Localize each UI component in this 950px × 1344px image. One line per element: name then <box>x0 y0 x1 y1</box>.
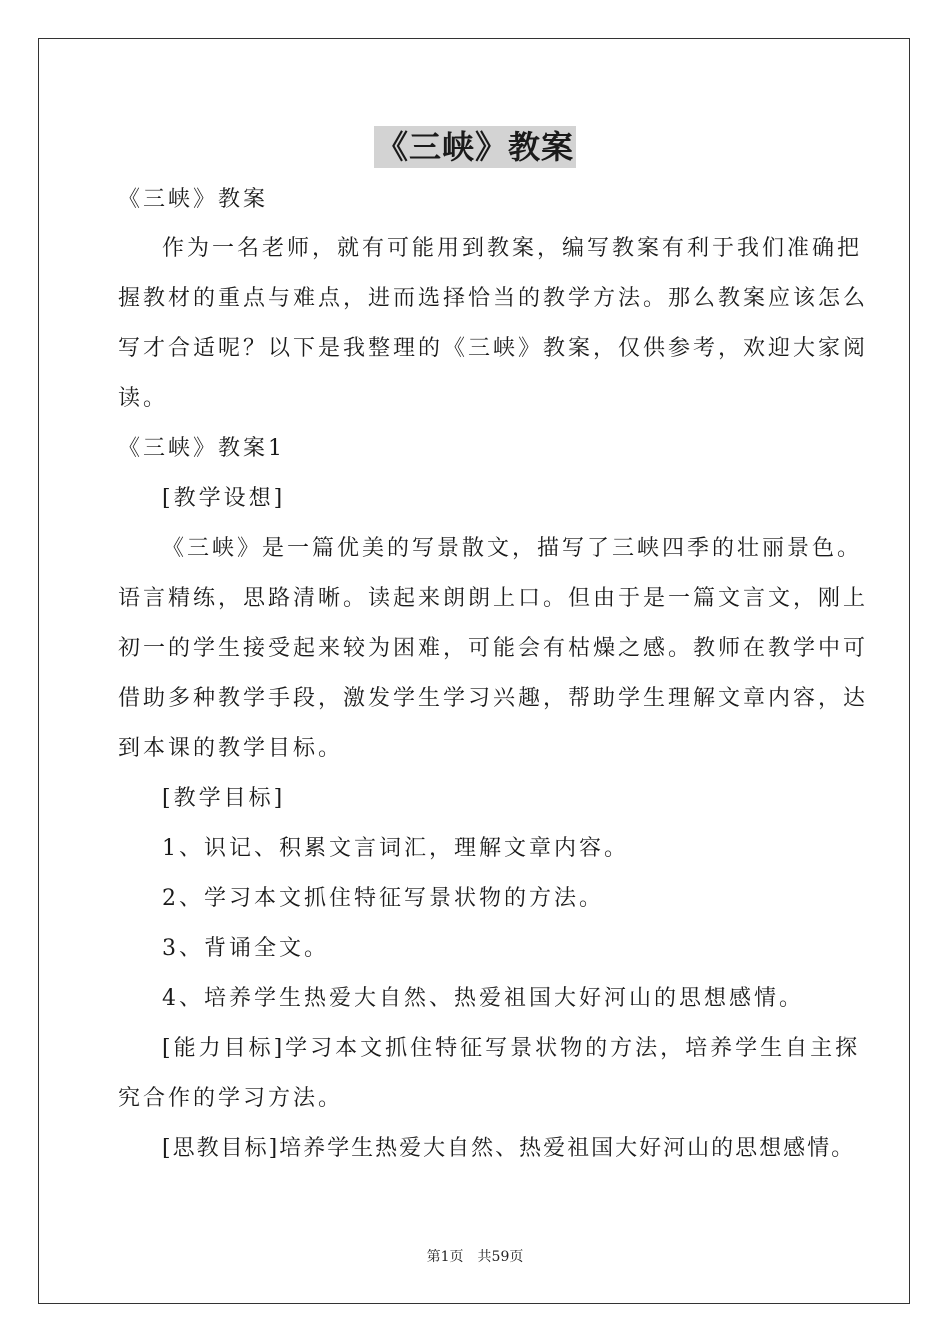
ability-goal-line-1: [能力目标]学习本文抓住特征写景状物的方法，培养学生自主探 <box>162 1036 861 1061</box>
intro-line-4: 读。 <box>118 386 169 411</box>
goal-item-1: 1、识记、积累文言词汇，理解文章内容。 <box>162 836 629 861</box>
page-total: 共59页 <box>477 1249 524 1265</box>
goal-item-4: 4、培养学生热爱大自然、热爱祖国大好河山的思想感情。 <box>162 986 804 1011</box>
intro-line-2: 握教材的重点与难点，进而选择恰当的教学方法。那么教案应该怎么 <box>118 286 869 311</box>
heading-teaching-goals: [教学目标] <box>162 786 286 811</box>
section-heading-1: 《三峡》教案1 <box>118 436 285 461</box>
goal-item-2: 2、学习本文抓住特征写景状物的方法。 <box>162 886 604 911</box>
page-footer <box>0 1248 950 1266</box>
idea-line-4: 借助多种教学手段，激发学生学习兴趣，帮助学生理解文章内容，达 <box>118 686 869 711</box>
page-frame <box>38 38 910 1304</box>
intro-line-3: 写才合适呢？以下是我整理的《三峡》教案，仅供参考，欢迎大家阅 <box>118 336 869 361</box>
idea-line-2: 语言精练，思路清晰。读起来朗朗上口。但由于是一篇文言文，刚上 <box>118 586 869 611</box>
page-number: 第1页 <box>426 1249 464 1265</box>
title-container <box>0 126 950 168</box>
idea-line-1: 《三峡》是一篇优美的写景散文，描写了三峡四季的壮丽景色。 <box>162 536 863 561</box>
intro-line-1: 作为一名老师，就有可能用到教案，编写教案有利于我们准确把 <box>162 236 863 261</box>
idea-line-3: 初一的学生接受起来较为困难，可能会有枯燥之感。教师在教学中可 <box>118 636 869 661</box>
goal-item-3: 3、背诵全文。 <box>162 936 329 961</box>
heading-teaching-idea: [教学设想] <box>162 486 286 511</box>
ability-goal-line-2: 究合作的学习方法。 <box>118 1086 344 1111</box>
subtitle-line: 《三峡》教案 <box>118 187 269 212</box>
idea-line-5: 到本课的教学目标。 <box>118 736 344 761</box>
moral-goal-line: [思教目标]培养学生热爱大自然、热爱祖国大好河山的思想感情。 <box>162 1136 856 1161</box>
document-title: 《三峡》教案 <box>375 128 574 166</box>
